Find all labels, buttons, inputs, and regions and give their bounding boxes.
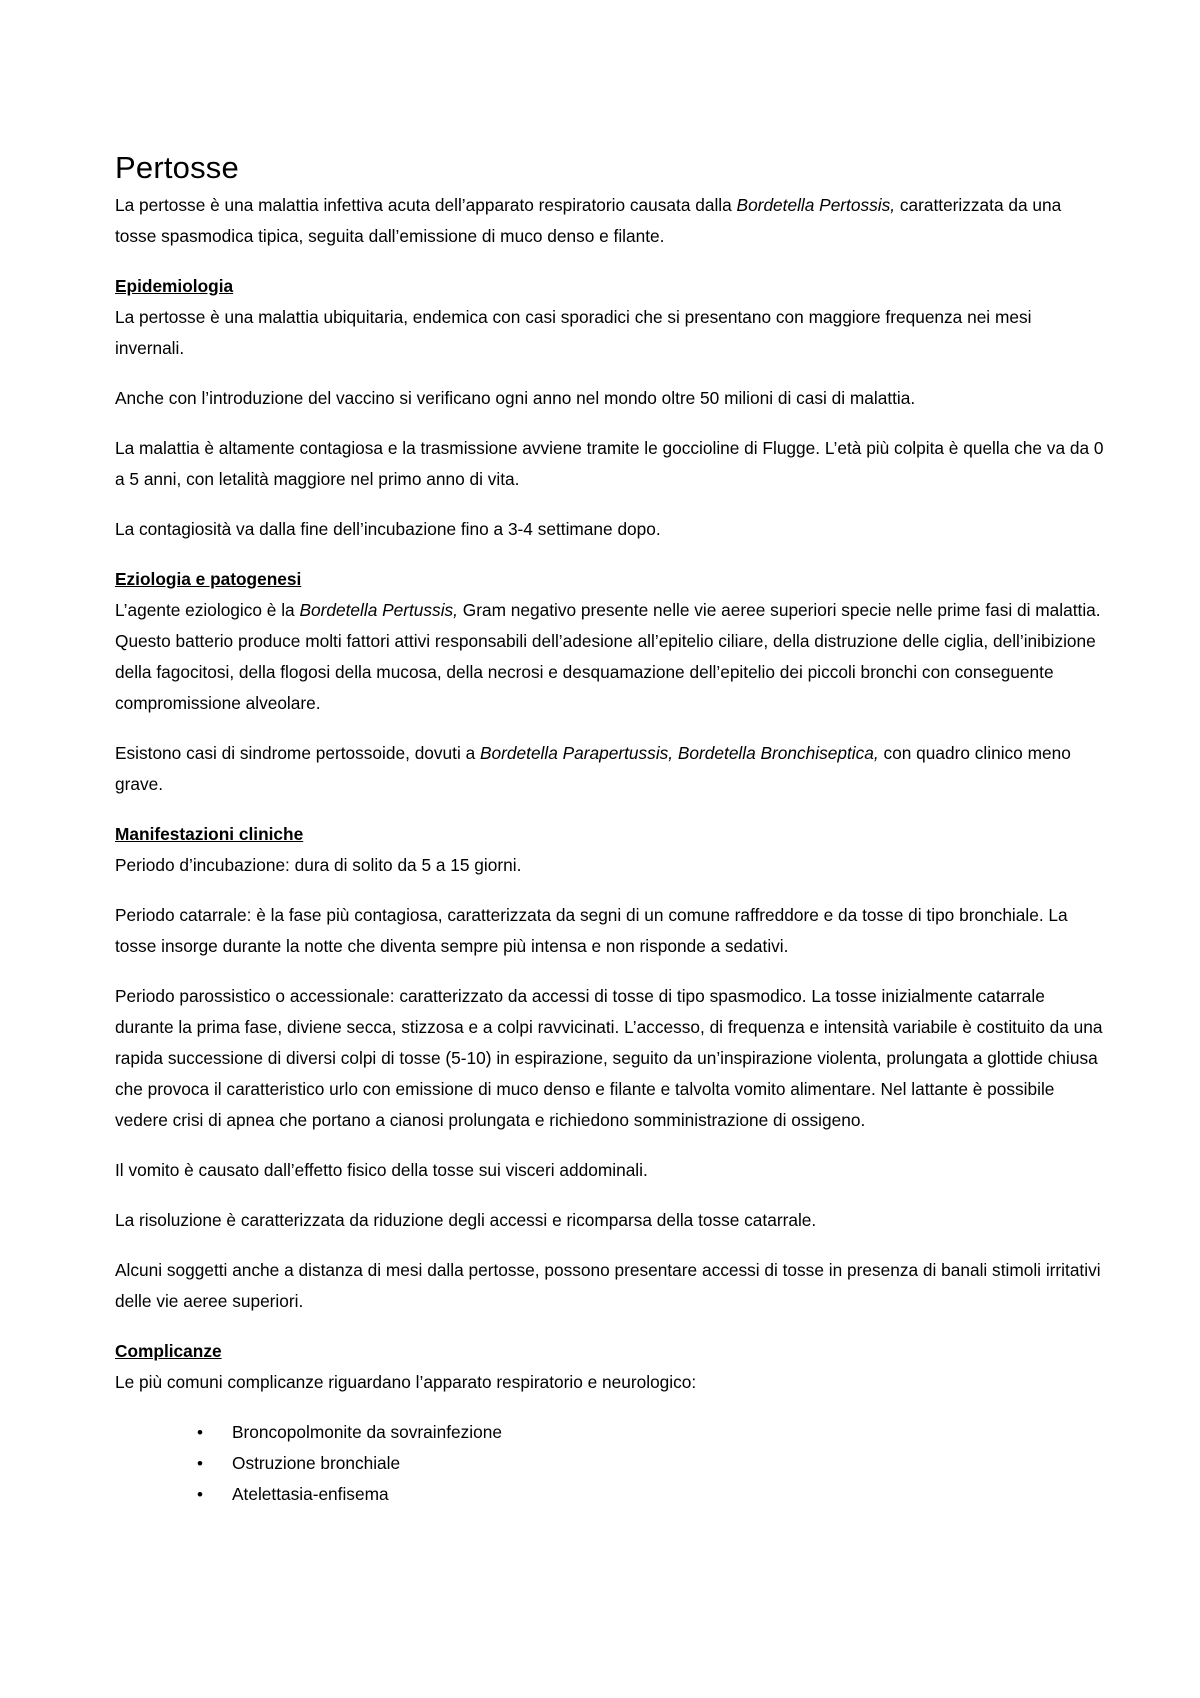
epidemiologia-p1: La pertosse è una malattia ubiquitaria, endemica con casi sporadici che si presentano con maggiore frequenza nei mesi invernali. xyxy=(115,307,1032,358)
manifestazioni-p6: Alcuni soggetti anche a distanza di mesi dalla pertosse, possono presentare accessi di tosse in presenza di banali stimoli irritativi delle vie aeree superiori. xyxy=(115,1260,1101,1311)
list-item: • Atelettasia-enfisema xyxy=(197,1479,1105,1510)
epidemiologia-p4: La contagiosità va dalla fine dell’incubazione fino a 3-4 settimane dopo. xyxy=(115,519,661,539)
heading-manifestazioni: Manifestazioni cliniche xyxy=(115,824,304,844)
bullet-icon: • xyxy=(197,1485,203,1504)
heading-complicanze: Complicanze xyxy=(115,1341,222,1361)
list-item: • Ostruzione bronchiale xyxy=(197,1448,1105,1479)
bullet-icon: • xyxy=(197,1454,203,1473)
eziologia-p1-italic: Bordetella Pertussis, xyxy=(299,600,458,620)
bullet-icon: • xyxy=(197,1423,203,1442)
eziologia-p2-italic: Bordetella Parapertussis, Bordetella Bronchiseptica, xyxy=(480,743,879,763)
epidemiologia-p2: Anche con l’introduzione del vaccino si verificano ogni anno nel mondo oltre 50 milioni di casi di malattia. xyxy=(115,388,916,408)
complicanze-list xyxy=(115,1417,1105,1510)
heading-eziologia: Eziologia e patogenesi xyxy=(115,569,302,589)
intro-italic: Bordetella Pertossis, xyxy=(736,195,896,215)
manifestazioni-p1: Periodo d’incubazione: dura di solito da 5 a 15 giorni. xyxy=(115,855,522,875)
document-title: Pertosse xyxy=(115,150,239,185)
manifestazioni-p3: Periodo parossistico o accessionale: caratterizzato da accessi di tosse di tipo spasmodico. La tosse inizialmente catarrale durante la prima fase, diviene secca, stizzosa e a colpi ravvicinati. L’accesso, di frequenza e intensità variabile è costituito da una rapida successione di diversi colpi di tosse (5-10) in espirazione, seguito da un’inspirazione violenta, prolungata a glottide chiusa che provoca il caratteristico urlo con emissione di muco denso e filante e talvolta vomito alimentare. Nel lattante è possibile vedere crisi di apnea che portano a cianosi prolungata e richiedono somministrazione di ossigeno. xyxy=(115,986,1103,1130)
eziologia-p2: Esistono casi di sindrome pertossoide, dovuti a Bordetella Parapertussis, Bordetella Bronchiseptica, con quadro clinico meno grave. xyxy=(115,743,1071,794)
heading-epidemiologia: Epidemiologia xyxy=(115,276,234,296)
manifestazioni-p2: Periodo catarrale: è la fase più contagiosa, caratterizzata da segni di un comune raffreddore e da tosse di tipo bronchiale. La tosse insorge durante la notte che diventa sempre più intensa e non risponde a sedativi. xyxy=(115,905,1068,956)
manifestazioni-p5: La risoluzione è caratterizzata da riduzione degli accessi e ricomparsa della tosse catarrale. xyxy=(115,1210,817,1230)
epidemiologia-p3: La malattia è altamente contagiosa e la trasmissione avviene tramite le goccioline di Flugge. L’età più colpita è quella che va da 0 a 5 anni, con letalità maggiore nel primo anno di vita. xyxy=(115,438,1104,489)
complicanze-p1: Le più comuni complicanze riguardano l’apparato respiratorio e neurologico: xyxy=(115,1372,697,1392)
eziologia-p1: L’agente eziologico è la Bordetella Pertussis, Gram negativo presente nelle vie aeree superiori specie nelle prime fasi di malattia. Questo batterio produce molti fattori attivi responsabili dell’adesione all’epitelio ciliare, della distruzione delle ciglia, dell’inibizione della fagocitosi, della flogosi della mucosa, della necrosi e desquamazione dell’epitelio dei piccoli bronchi con conseguente compromissione alveolare. xyxy=(115,600,1101,713)
manifestazioni-p4: Il vomito è causato dall’effetto fisico della tosse sui visceri addominali. xyxy=(115,1160,648,1180)
intro-paragraph: La pertosse è una malattia infettiva acuta dell’apparato respiratorio causata dalla Bordetella Pertossis, caratterizzata da una tosse spasmodica tipica, seguita dall’emissione di muco denso e filante. xyxy=(115,195,1062,246)
document-body xyxy=(115,148,1105,1510)
list-item: • Broncopolmonite da sovrainfezione xyxy=(197,1417,1105,1448)
